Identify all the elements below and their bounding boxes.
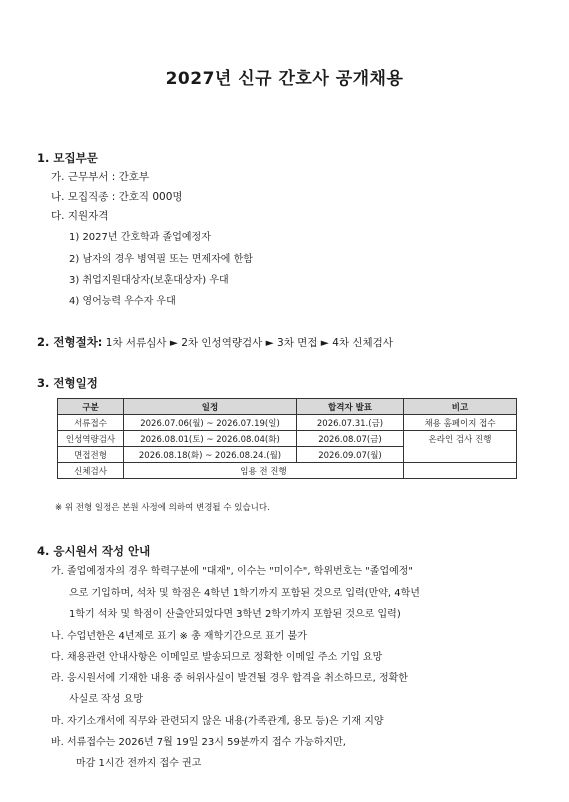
announce-cell: 2026.09.07(월) [297, 447, 404, 463]
announce-cell: 2026.08.07(금) [297, 431, 404, 447]
stage-cell: 신체검사 [58, 463, 124, 479]
section-heading-schedule: 3. 전형일정 [37, 376, 98, 390]
schedule-note: ※ 위 전형 일정은 본원 사정에 의하여 변경될 수 있습니다. [55, 503, 270, 513]
schedule-cell: 2026.08.18(화) ~ 2026.08.24.(월) [124, 447, 297, 463]
qualification-item: 4) 영어능력 우수자 우대 [69, 296, 176, 307]
selection-process [37, 334, 393, 350]
remark-cell: 온라인 검사 진행 [404, 431, 517, 463]
page-title: 2027년 신규 간호사 공개채용 [165, 69, 404, 89]
stage-cell: 서류접수 [58, 415, 124, 431]
table-row [58, 463, 517, 479]
column-header: 합격자 발표 [297, 399, 404, 415]
column-header: 비고 [404, 399, 517, 415]
guide-line: 마감 1시간 전까지 접수 권고 [76, 758, 202, 769]
qualification-item: 1) 2027년 간호학과 졸업예정자 [69, 232, 211, 243]
guide-line: 으로 기입하며, 석차 및 학점은 4학년 1학기까지 포함된 것으로 입력(만약, 4학년 [69, 588, 420, 599]
qualification-item: 3) 취업지원대상자(보훈대상자) 우대 [69, 275, 229, 286]
section-heading-recruitment: 1. 모집부문 [37, 151, 98, 165]
section-heading-application-guide: 4. 응시원서 작성 안내 [37, 544, 151, 558]
guide-line: 다. 채용관련 안내사항은 이메일로 발송되므로 정확한 이메일 주소 기입 요망 [51, 652, 383, 663]
remark-cell [404, 463, 517, 479]
guide-line: 가. 졸업예정자의 경우 학력구분에 "대재", 이수는 "미이수", 학위번호는 "졸업예정" [51, 566, 414, 577]
schedule-cell: 임용 전 진행 [124, 463, 404, 479]
column-header: 구분 [58, 399, 124, 415]
recruitment-item-qualification: 다. 지원자격 [51, 210, 109, 222]
schedule-cell: 2026.07.06(월) ~ 2026.07.19(일) [124, 415, 297, 431]
section-heading-process: 2. 전형절차: [37, 335, 103, 349]
guide-line: 나. 수업년한은 4년제로 표기 ※ 총 재학기간으로 표기 불가 [51, 631, 307, 642]
recruitment-item-department: 가. 근무부서 : 간호부 [51, 171, 150, 183]
stage-cell: 인성역량검사 [58, 431, 124, 447]
schedule-cell: 2026.08.01(토) ~ 2026.08.04(화) [124, 431, 297, 447]
stage-cell: 면접전형 [58, 447, 124, 463]
column-header: 일정 [124, 399, 297, 415]
qualification-item: 2) 남자의 경우 병역필 또는 면제자에 한함 [69, 254, 253, 265]
guide-line: 바. 서류접수는 2026년 7월 19일 23시 59분까지 접수 가능하지만, [51, 737, 346, 748]
table-header-row [58, 399, 517, 415]
schedule-table [57, 398, 517, 479]
recruitment-item-occupation: 나. 모집직종 : 간호직 000명 [51, 191, 183, 203]
guide-line: 1학기 석차 및 학점이 산출안되었다면 3학년 2학기까지 포함된 것으로 입력) [69, 609, 401, 620]
guide-line: 마. 자기소개서에 직무와 관련되지 않은 내용(가족관계, 용모 등)은 기재 지양 [51, 716, 384, 727]
table-row [58, 415, 517, 431]
remark-cell: 채용 홈페이지 접수 [404, 415, 517, 431]
announce-cell: 2026.07.31.(금) [297, 415, 404, 431]
process-steps: 1차 서류심사 ► 2차 인성역량검사 ► 3차 면접 ► 4차 신체검사 [105, 337, 393, 349]
table-row [58, 431, 517, 447]
guide-line: 사실로 작성 요망 [69, 694, 143, 705]
guide-line: 라. 응시원서에 기재한 내용 중 허위사실이 발견될 경우 합격을 취소하므로, 정확한 [51, 673, 408, 684]
